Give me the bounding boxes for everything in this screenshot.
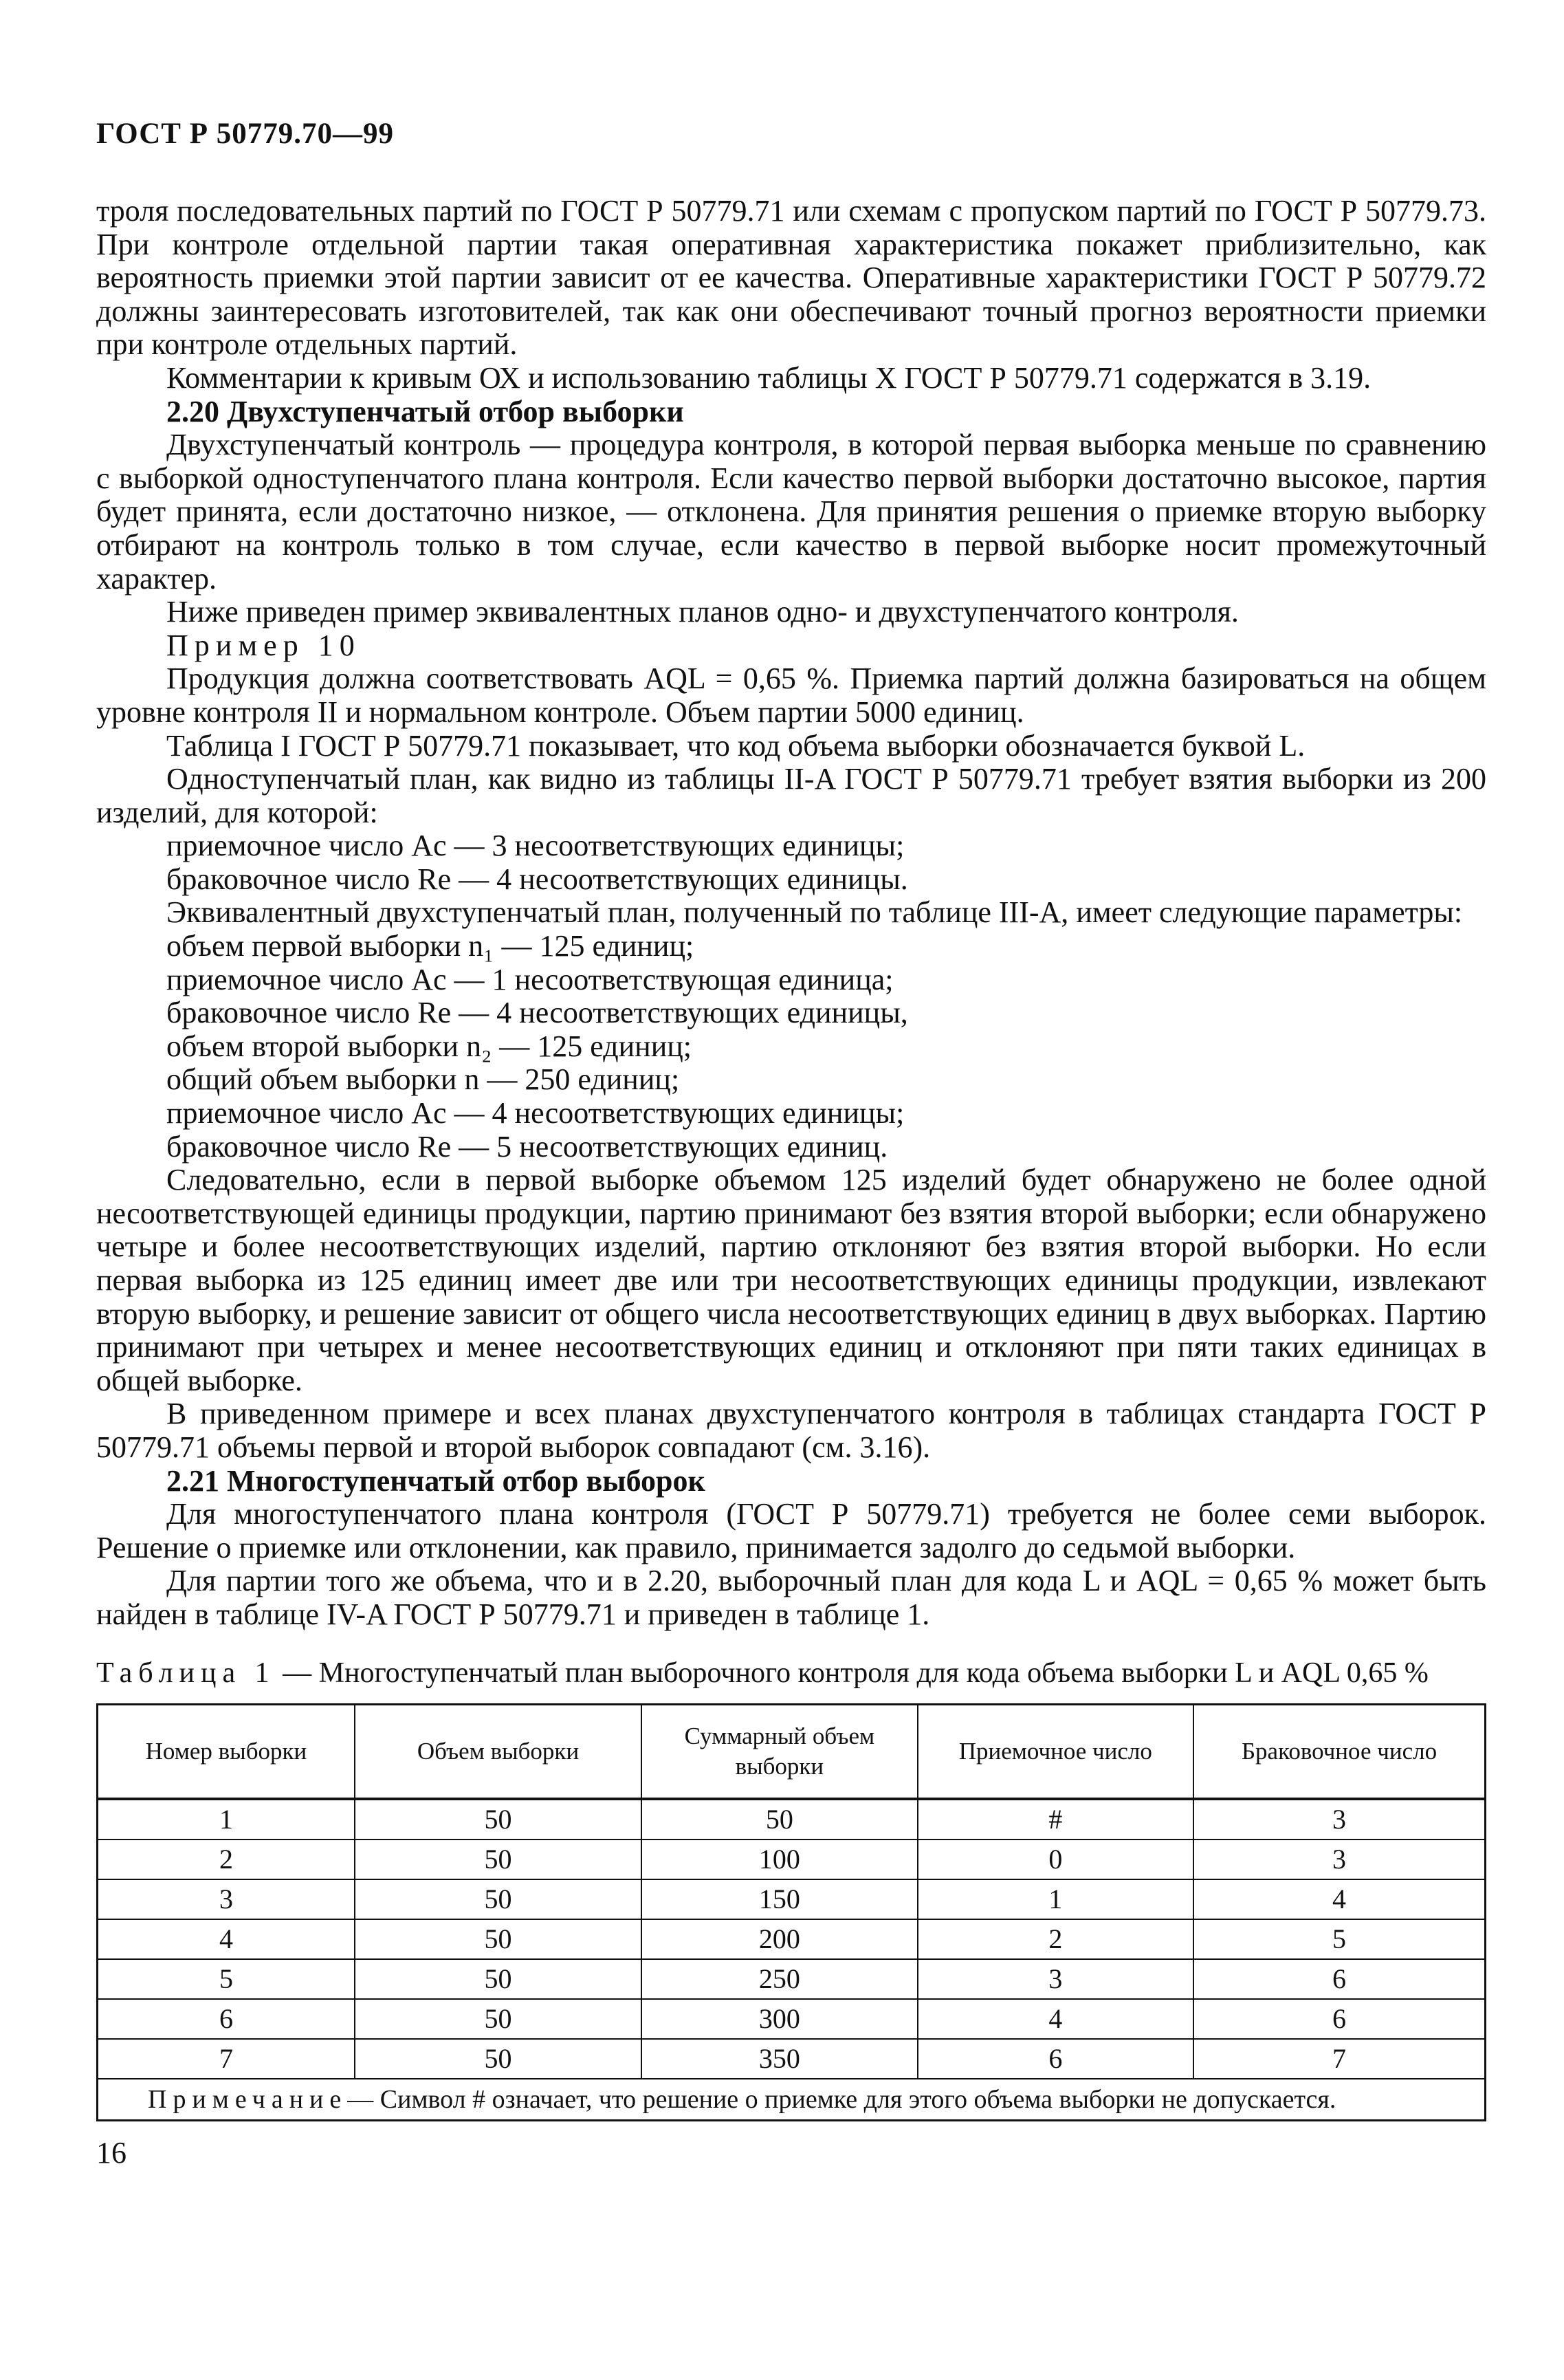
table-cell: 4	[98, 1919, 355, 1959]
paragraph-code-letter: Таблица I ГОСТ Р 50779.71 показывает, что код объема выборки обозначается буквой L.	[166, 728, 1306, 763]
table-cell: 4	[1193, 1879, 1485, 1919]
table-row	[98, 2039, 1486, 2079]
paragraph-comment: Комментарии к кривым ОХ и использованию таблицы Х ГОСТ Р 50779.71 содержатся в 3.19.	[166, 360, 1372, 395]
page-number: 16	[96, 2136, 126, 2170]
column-header: Номер выборки	[98, 1705, 355, 1800]
column-header: Приемочное число	[918, 1705, 1193, 1800]
paragraph-two-stage-definition: Двухступенчатый контроль — процедура контроля, в которой первая выборка меньше по сравнению с выборкой одноступенчатого плана контроля. Если качество первой выборки достаточно высокое, партия будет принята, если достаточно низкое, — отклонена. Для принятия решения о приемке вторую выборку отбирают на контроль только в том случае, если качество в первой выборке носит промежуточный характер.	[96, 428, 1486, 596]
column-header: Браковочное число	[1193, 1705, 1485, 1800]
table-cell: 3	[98, 1879, 355, 1919]
section-heading-2-21: 2.21 Многоступенчатый отбор выборок	[166, 1463, 705, 1498]
table-note-label: Примечание	[148, 2085, 348, 2115]
list-item: браковочное число Re — 5 несоответствующих единиц.	[166, 1129, 888, 1164]
table-cell: 7	[1193, 2039, 1485, 2079]
table-cell: 50	[355, 1799, 641, 1839]
table-cell: 4	[918, 1999, 1193, 2039]
table-row	[98, 1999, 1486, 2039]
paragraph-multi-stage-plan: Для партии того же объема, что и в 2.20, выборочный план для кода L и AQL = 0,65 % может быть найден в таблице IV-A ГОСТ Р 50779.71 и приведен в таблице 1.	[96, 1564, 1486, 1631]
paragraph-multi-stage: Для многоступенчатого плана контроля (ГОСТ Р 50779.71) требуется не более семи выборок. Решение о приемке или отклонении, как правило, принимается задолго до седьмой выборки.	[96, 1497, 1486, 1564]
list-item: объем второй выборки n₂ — 125 единиц;	[166, 1029, 692, 1063]
table-cell: 50	[355, 2039, 641, 2079]
table-note-text: — Символ # означает, что решение о приемке для этого объема выборки не допускается.	[347, 2085, 1336, 2115]
table-note	[98, 2079, 1486, 2121]
table-cell: 50	[355, 1999, 641, 2039]
table-cell: 3	[1193, 1799, 1485, 1839]
paragraph-product-requirements: Продукция должна соответствовать AQL = 0,65 %. Приемка партий должна базироваться на общем уровне контроля II и нормальном контроле. Объем партии 5000 единиц.	[96, 662, 1486, 729]
table-cell: 50	[355, 1839, 641, 1879]
table-cell: 200	[641, 1919, 917, 1959]
paragraph-single-stage-plan: Одноступенчатый план, как видно из таблицы II-A ГОСТ Р 50779.71 требует взятия выборки из 200 изделий, для которой:	[96, 762, 1486, 829]
paragraph-consequently: Следовательно, если в первой выборке объемом 125 изделий будет обнаружено не более одной несоответствующей единицы продукции, партию принимают без взятия второй выборки; если обнаружено четыре и более несоответствующих изделий, партию отклоняют без взятия второй выборки. Но если первая выборка из 125 единиц имеет две или три несоответствующих единицы продукции, извлекают вторую выборку, и решение зависит от общего числа несоответствующих единиц в двух выборках. Партию принимают при четырех и менее несоответствующих единиц и отклоняют при пяти таких единицах в общей выборке.	[96, 1163, 1486, 1397]
table-cell: 6	[1193, 1999, 1485, 2039]
paragraph-double-stage-plan: Эквивалентный двухступенчатый план, полученный по таблице III-A, имеет следующие параметры:	[166, 895, 1463, 930]
list-item: браковочное число Re — 4 несоответствующих единицы,	[166, 996, 908, 1030]
table-row	[98, 1799, 1486, 1839]
table-cell: 2	[918, 1919, 1193, 1959]
column-header: Объем выборки	[355, 1705, 641, 1800]
example-label: Пример 10	[166, 628, 361, 662]
table-cell: 300	[641, 1999, 917, 2039]
table-cell: 50	[355, 1959, 641, 1999]
table-header-row	[98, 1705, 1486, 1800]
table-cell: 50	[355, 1919, 641, 1959]
table-caption-label: Таблица 1	[96, 1657, 276, 1689]
list-item: приемочное число Ac — 1 несоответствующая единица;	[166, 962, 894, 996]
document-header: ГОСТ Р 50779.70—99	[96, 118, 395, 150]
paragraph-continuation: троля последовательных партий по ГОСТ Р 50779.71 или схемам с пропуском партий по ГОСТ Р 50779.73. При контроле отдельной партии такая оперативная характеристика покажет приблизительно, как вероятность приемки этой партии зависит от ее качества. Оперативные характеристики ГОСТ Р 50779.72 должны заинтересовать изготовителей, так как они обеспечивают точный прогноз вероятности приемки при контроле отдельных партий.	[96, 194, 1486, 362]
list-item: приемочное число Ac — 4 несоответствующих единицы;	[166, 1096, 905, 1131]
table-row	[98, 1879, 1486, 1919]
list-item: общий объем выборки n — 250 единиц;	[166, 1062, 680, 1097]
table-caption	[96, 1657, 1486, 1690]
table-row	[98, 1919, 1486, 1959]
table-cell: 2	[98, 1839, 355, 1879]
table-cell: 6	[98, 1999, 355, 2039]
table-cell: 1	[918, 1879, 1193, 1919]
table-cell: 3	[1193, 1839, 1485, 1879]
paragraph-example-intro: Ниже приведен пример эквивалентных планов одно- и двухступенчатого контроля.	[166, 595, 1239, 629]
table-cell: 6	[918, 2039, 1193, 2079]
table-cell: 100	[641, 1839, 917, 1879]
page-content	[96, 195, 1486, 2121]
table-cell: 50	[355, 1879, 641, 1919]
table-row	[98, 1959, 1486, 1999]
table-row	[98, 1839, 1486, 1879]
column-header: Суммарный объем выборки	[641, 1705, 917, 1800]
multi-stage-plan-table	[96, 1703, 1486, 2121]
table-cell: 5	[1193, 1919, 1485, 1959]
table-cell: 0	[918, 1839, 1193, 1879]
table-cell: #	[918, 1799, 1193, 1839]
table-cell: 6	[1193, 1959, 1485, 1999]
list-item: объем первой выборки n₁ — 125 единиц;	[166, 929, 694, 963]
list-item: браковочное число Re — 4 несоответствующих единицы.	[166, 862, 908, 896]
table-cell: 250	[641, 1959, 917, 1999]
table-cell: 50	[641, 1799, 917, 1839]
list-item: приемочное число Ac — 3 несоответствующих единицы;	[166, 829, 905, 863]
table-cell: 150	[641, 1879, 917, 1919]
table-cell: 350	[641, 2039, 917, 2079]
table-cell: 3	[918, 1959, 1193, 1999]
table-caption-text: — Многоступенчатый план выборочного контроля для кода объема выборки L и AQL 0,65 %	[275, 1657, 1429, 1689]
table-cell: 1	[98, 1799, 355, 1839]
table-cell: 7	[98, 2039, 355, 2079]
section-heading-2-20: 2.20 Двухступенчатый отбор выборки	[166, 394, 684, 428]
paragraph-sample-sizes: В приведенном примере и всех планах двухступенчатого контроля в таблицах стандарта ГОСТ Р 50779.71 объемы первой и второй выборок совпадают (см. 3.16).	[96, 1397, 1486, 1464]
table-cell: 5	[98, 1959, 355, 1999]
table-note-row	[98, 2079, 1486, 2121]
